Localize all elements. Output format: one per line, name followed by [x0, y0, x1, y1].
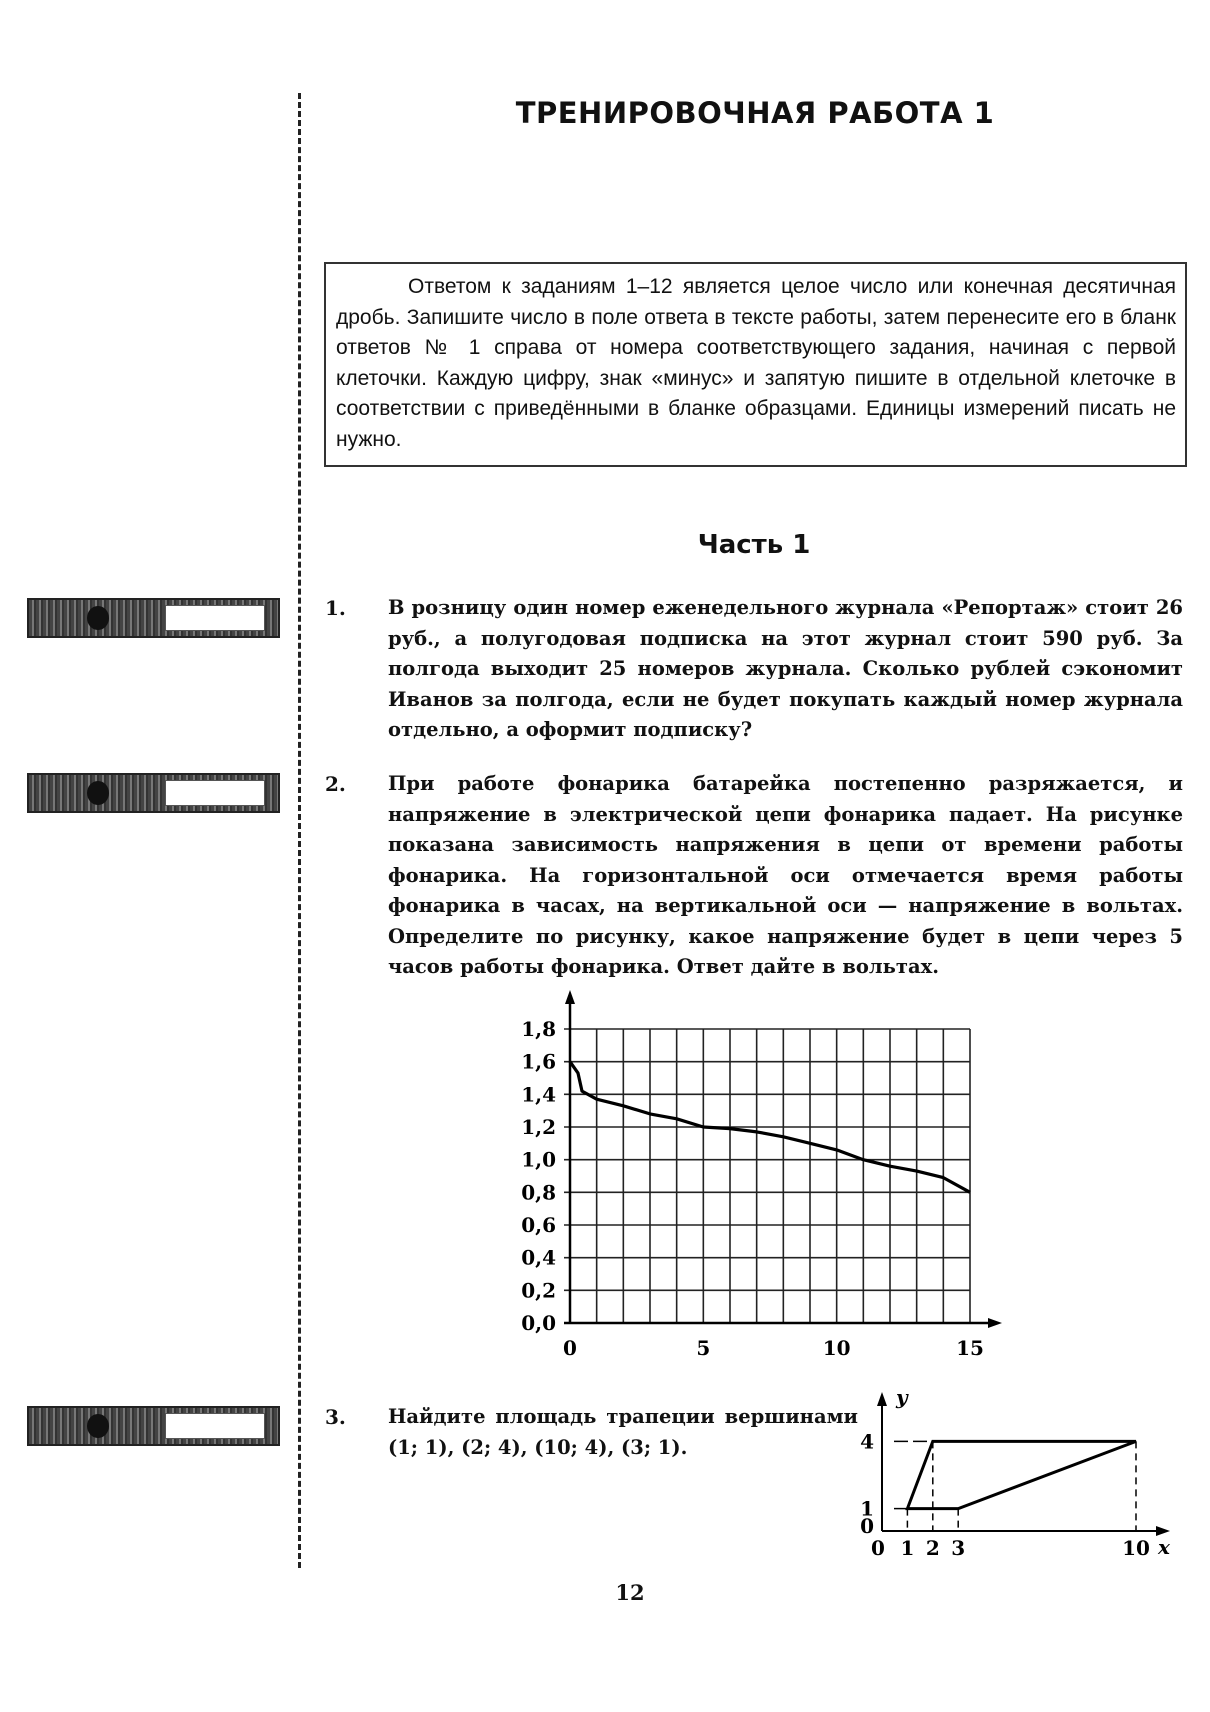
answer-field-2[interactable]: [27, 773, 280, 813]
x-tick-label: 0: [563, 1336, 577, 1360]
instructions-box: [324, 262, 1187, 467]
x-tick-label: 15: [956, 1336, 984, 1360]
y-tick-label: 0,6: [521, 1213, 556, 1237]
answer-field-1[interactable]: [27, 598, 280, 638]
x-tick-label: 2: [925, 1536, 940, 1560]
y-tick-label: 0,0: [521, 1311, 556, 1335]
y-tick-label: 0,2: [521, 1278, 556, 1303]
question-text-1: В розницу один номер еженедельного журнала «Репортаж» стоит 26 руб., а полугодовая подписка на этот журнал стоит 590 руб. За полгода выходит 25 номеров журнала. Сколько рублей сэкономит Иванов за полгода, если не будет покупать каждый номер журнала отдельно, а оформит подписку?: [388, 596, 1183, 741]
x-tick-label: 1: [900, 1536, 915, 1560]
y-tick-label: 1,4: [521, 1082, 556, 1107]
y-axis-label: y: [896, 1390, 908, 1409]
x-tick-label: 0: [871, 1536, 885, 1560]
y-tick-label: 4: [860, 1429, 874, 1454]
part-heading: Часть 1: [697, 530, 811, 560]
trapezoid-shape: [907, 1441, 1136, 1508]
y-axis-arrow-icon: [565, 990, 575, 1004]
y-tick-label: 1,6: [521, 1049, 556, 1074]
question-number-2: 2.: [325, 772, 346, 796]
y-tick-label: 1,0: [521, 1147, 556, 1172]
x-tick-label: 10: [822, 1336, 851, 1360]
y-tick-label: 1,2: [521, 1115, 556, 1139]
question-text-3: Найдите площадь трапеции вершинами (1; 1), (2; 4), (10; 4), (3; 1).: [388, 1405, 858, 1459]
x-axis-arrow-icon: [988, 1318, 1002, 1328]
y-tick-label: 1: [860, 1496, 874, 1521]
page-title: ТРЕНИРОВОЧНАЯ РАБОТА 1: [515, 96, 995, 130]
trapezoid-figure: [840, 1390, 1200, 1565]
question-number-3: 3.: [325, 1405, 346, 1429]
y-tick-label: 1,8: [521, 1017, 556, 1041]
question-text-2: При работе фонарика батарейка постепенно разряжается, и напряжение в электрической цепи фонарика падает. На рисунке показана зависимость напряжения в цепи от времени работы фонарика. На горизонтальной оси отмечается время работы фонарика в часах, на вертикальной оси — напряжение в вольтах. Определите по рисунку, какое напряжение будет в цепи через 5 часов работы фонарика. Ответ дайте в вольтах.: [388, 772, 1183, 978]
y-axis-arrow-icon: [877, 1392, 887, 1406]
y-tick-label: 0: [860, 1514, 874, 1538]
x-axis-label: x: [1158, 1535, 1170, 1559]
answer-field-3[interactable]: [27, 1406, 280, 1446]
x-tick-label: 10: [1122, 1536, 1150, 1560]
y-tick-label: 0,8: [521, 1180, 556, 1205]
x-tick-label: 3: [951, 1536, 966, 1560]
y-tick-label: 0,4: [521, 1245, 556, 1270]
voltage-chart: [490, 990, 1010, 1370]
x-tick-label: 5: [696, 1336, 711, 1360]
question-number-1: 1.: [325, 596, 346, 620]
instructions-text: Ответом к заданиям 1–12 является целое число или конечная десятичная дробь. Запишите число в поле ответа в тексте работы, затем перенесите его в бланк ответов № 1 справа от номера соответствующего задания, начиная с первой клеточки. Каждую цифру, знак «минус» и запятую пишите в отдельной клеточке в соответствии с приведёнными в бланке образцами. Единицы измерений писать не нужно.: [336, 275, 1176, 451]
page-number: 12: [615, 1580, 645, 1605]
cut-line: [298, 93, 301, 1568]
